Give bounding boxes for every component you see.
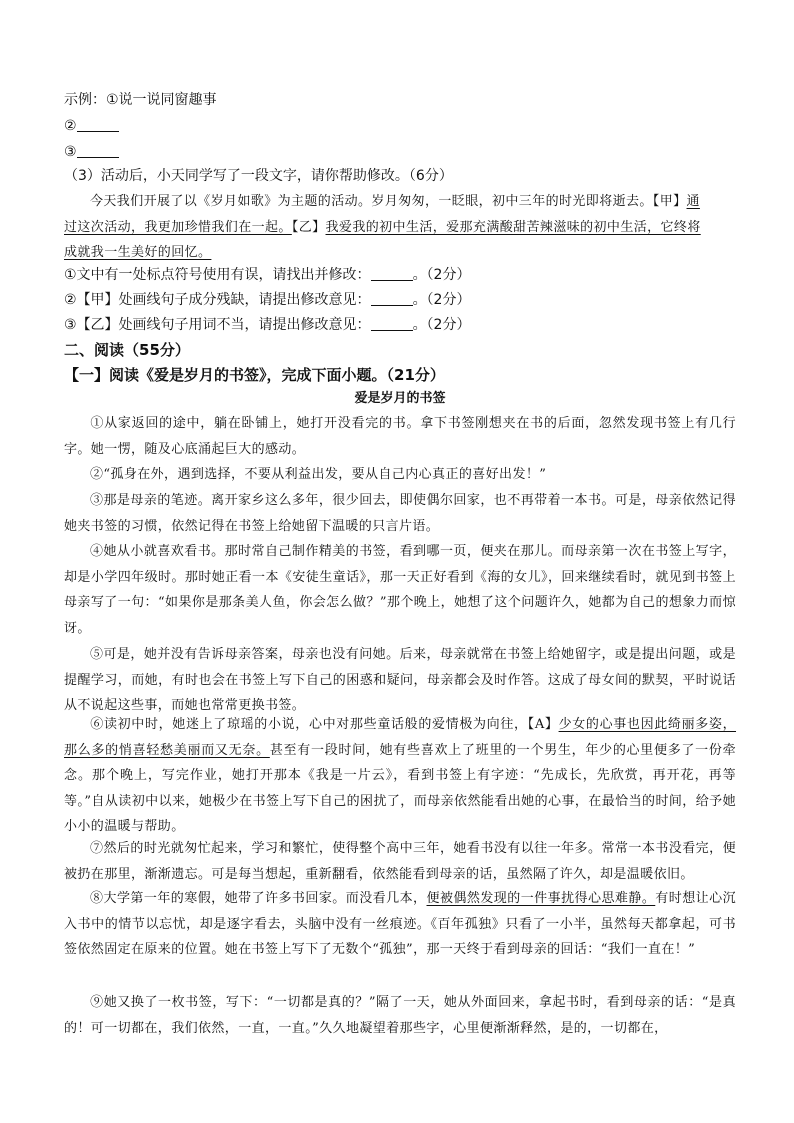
paragraph-9 [64, 990, 736, 1041]
example-line: 示例：①说一说同窗趣事 [64, 92, 217, 108]
q3-passage-plain: 今天我们开展了以《岁月如歌》为主题的活动。岁月匆匆，一眨眼，初中三年的时光即将逝去。【甲】 [90, 194, 687, 209]
paragraph-6-underline: 少女的心事也因此绮丽多姿，那么多的悄喜轻愁美丽而又无奈。 [64, 717, 737, 758]
q3-item-3-blank[interactable] [371, 316, 413, 331]
paragraph-7 [64, 836, 736, 887]
paragraph-5 [64, 642, 736, 719]
paragraph-8-text-b: 有时想让心沉入书中的情节以忘忧，却是逐字看去，头脑中没有一丝痕迹。《百年孤独》只看了一小半，虽然每天都拿起，可书签依然固定在原来的位置。她在书签上写下了无数个“孤独”，那一天终于看到母亲的回话：“我们一直在！” [64, 891, 736, 958]
q3-underline-jia-b: 过这次活动，我更加珍惜我们在一起。 [64, 219, 292, 235]
paragraph-5-text: ⑤可是，她并没有告诉母亲答案，母亲也没有问她。后来，母亲就常在书签上给她留字，或是提出问题，或是提醒学习，而她，有时也会在书签上写下自己的困惑和疑问，母亲都会及时作答。这成了母女间的默契，平时说话从不说起这些事，而她也常常更换书签。 [64, 647, 736, 714]
paragraph-8-underline: 便被偶然发现的一件事扰得心思难静。 [426, 891, 656, 906]
q3-prompt: （3）活动后，小天同学写了一段文字，请你帮助修改。（6分） [64, 168, 453, 184]
paragraph-7-text: ⑦然后的时光就匆忙起来，学习和繁忙，使得整个高中三年，她看书没有以往一年多。常常一本书没看完，便被扔在那里，渐渐遗忘。可是每当想起，重新翻看，依然能看到母亲的话，虽然隔了许久，却是温暖依旧。 [64, 841, 736, 882]
q3-item-3 [64, 313, 736, 337]
q3-item-1-text: ①文中有一处标点符号使用有误，请找出并修改： [64, 267, 371, 283]
blank-line-3 [64, 140, 736, 164]
paragraph-2 [64, 462, 736, 488]
paragraph-6-text-b: 甚至有一段时间，她有些喜欢上了班里的一个男生，年少的心里便多了一份牵念。那个晚上，写完作业，她打开那本《我是一片云》，看到书签上有字迹：“先成长，先欣赏，再开花，再等等。”自从读初中以来，她极少在书签上写下自己的困扰了，而母亲依然能看出她的心事，在最恰当的时间，给予她小小的温暖与帮助。 [64, 742, 736, 835]
q3-mark-yi: 【乙】 [291, 219, 326, 235]
answer-blank-3[interactable] [77, 143, 119, 158]
paragraph-4-text: ④她从小就喜欢看书。那时常自己制作精美的书签，看到哪一页，便夹在那儿。而母亲第一次在书签上写字，却是小学四年级时。那时她正看一本《安徒生童话》，那一天正好看到《海的女儿》，回来继续看时，就见到书签上母亲写了一句：“如果你是那条美人鱼，你会怎么做？”那个晚上，她想了这个问题许久，她都为自己的想象力而惊讶。 [64, 544, 736, 636]
paragraph-3-text: ③那是母亲的笔迹。离开家乡这么多年，很少回去，即使偶尔回家，也不再带着一本书。可是，母亲依然记得她夹书签的习惯，依然记得在书签上给她留下温暖的只言片语。 [64, 493, 736, 534]
q3-item-2-blank[interactable] [371, 291, 413, 306]
q3-item-1-blank[interactable] [371, 266, 413, 281]
paragraph-8 [64, 886, 736, 963]
article-title: 爱是岁月的书签 [354, 391, 446, 406]
blank-label-3: ③ [64, 144, 77, 160]
q3-item-1-points: 。（2分） [412, 267, 471, 283]
paragraph-6 [64, 712, 736, 840]
paragraph-9-text: ⑨她又换了一枚书签，写下：“一切都是真的？”隔了一天，她从外面回来，拿起书时，看到母亲的话：“是真的！可一切都在，我们依然，一直，一直。”久久地凝望着那些字，心里便渐渐释然，是的，一切都在， [64, 995, 736, 1036]
q3-item-3-points: 。（2分） [412, 317, 471, 333]
q3-item-2 [64, 288, 736, 312]
blank-label-2: ② [64, 118, 77, 134]
paragraph-1-text: ①从家返回的途中，躺在卧铺上，她打开没看完的书。拿下书签刚想夹在书的后面，忽然发现书签上有几行字。她一愣，随及心底涌起巨大的感动。 [64, 416, 736, 457]
q3-item-2-text: ②【甲】处画线句子成分残缺，请提出修改意见： [64, 292, 371, 308]
reading-subheading: 【一】阅读《爱是岁月的书签》，完成下面小题。（21分） [64, 366, 445, 384]
q3-item-1 [64, 263, 736, 287]
paragraph-1 [64, 411, 736, 462]
paragraph-8-text-a: ⑧大学第一年的寒假，她带了许多书回家。而没看几本， [90, 891, 427, 906]
paragraph-4 [64, 539, 736, 641]
paragraph-3 [64, 488, 736, 539]
paragraph-6-text-a: ⑥读初中时，她迷上了琼瑶的小说，心中对那些童话般的爱情极为向往，【A】 [90, 717, 559, 732]
paragraph-2-text: ②“孤身在外，遇到选择，不要从利益出发，要从自己内心真正的喜好出发！” [90, 467, 547, 482]
q3-underline-jia-a: 通 [686, 194, 700, 209]
section-heading: 二、阅读（55分） [64, 341, 190, 359]
answer-blank-2[interactable] [77, 117, 119, 132]
blank-line-2 [64, 114, 736, 138]
q3-underline-yi-b: 成就我一生美好的回忆。 [64, 245, 212, 261]
q3-item-3-text: ③【乙】处画线句子用词不当，请提出修改意见： [64, 317, 371, 333]
q3-passage [64, 189, 736, 266]
q3-underline-yi-a: 我爱我的初中生活，爱那充满酸甜苦辣滋味的初中生活，它终将 [325, 219, 701, 235]
q3-item-2-points: 。（2分） [412, 292, 471, 308]
